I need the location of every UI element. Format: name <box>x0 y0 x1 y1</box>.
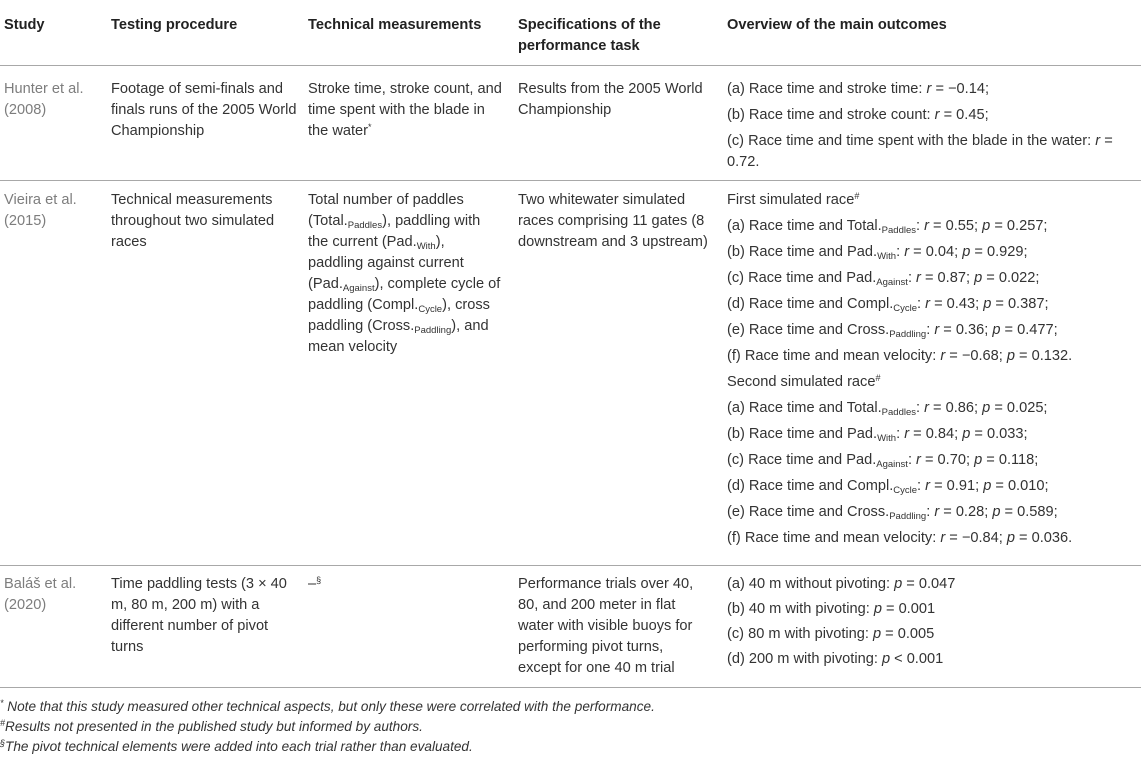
second-race-title: Second simulated race# <box>727 373 881 390</box>
procedure-vieira: Technical measurements throughout two simulated races <box>111 192 275 250</box>
header-specifications: Specifications of the performance task <box>518 17 661 54</box>
outcome-item: (e) Race time and $Cross._{Paddling}$: r = 0.28; p = 0.589; <box>727 504 1058 522</box>
study-balas: Baláš et al. (2020) <box>4 576 77 613</box>
row-rule <box>0 180 1141 181</box>
header-study: Study <box>4 17 45 33</box>
study-hunter: Hunter et al. (2008) <box>4 81 84 118</box>
header-testing-procedure: Testing procedure <box>111 17 238 33</box>
table-bottom-rule <box>0 687 1141 688</box>
measurements-vieira: Total number of paddles $(Total._{Paddles})$, paddling with the current $(Pad._{With})$, paddling against current $(Pad._{Against})$, complete cycle of paddling $(Compl._{Cycle})$, cross paddling $(Cross._{Paddling})$, and mean velocity <box>308 192 501 355</box>
outcome-item: (d) Race time and $Compl._{Cycle}$: r = 0.43; p = 0.387; <box>727 296 1049 314</box>
header-outcomes: Overview of the main outcomes <box>727 17 947 33</box>
footnote-hash: #Results not presented in the published study but informed by authors. <box>0 718 423 734</box>
header-technical-measurements: Technical measurements <box>308 17 482 33</box>
outcome-item: (d) 200 m with pivoting: p < 0.001 <box>727 651 944 667</box>
footnote-asterisk: * Note that this study measured other technical aspects, but only these were correlated with the performance. <box>0 698 655 714</box>
first-race-title: First simulated race# <box>727 191 860 208</box>
outcome-item: (e) Race time and $Cross._{Paddling}$: r = 0.36; p = 0.477; <box>727 322 1058 340</box>
outcome-item: (a) Race time and $Total._{Paddles}$: r = 0.55; p = 0.257; <box>727 218 1048 236</box>
outcomes-hunter <box>727 79 1139 173</box>
outcome-item: (b) Race time and stroke count: r = 0.45; <box>727 107 989 123</box>
outcome-item: (f) Race time and mean velocity: r = −0.84; p = 0.036. <box>727 530 1073 546</box>
outcomes-vieira <box>727 190 1139 549</box>
study-vieira: Vieira et al. (2015) <box>4 192 77 229</box>
task-balas: Performance trials over 40, 80, and 200 meter in flat water with visible buoys for performing pivot turns, except for one 40 m trial <box>518 576 694 676</box>
outcome-item: (b) Race time and $Pad._{With}$: r = 0.84; p = 0.033; <box>727 426 1028 444</box>
outcome-item: (f) Race time and mean velocity: r = −0.68; p = 0.132. <box>727 348 1073 364</box>
outcome-item: (c) Race time and $Pad._{Against}$: r = 0.70; p = 0.118; <box>727 452 1039 470</box>
outcome-item: (b) Race time and $Pad._{With}$: r = 0.04; p = 0.929; <box>727 244 1028 262</box>
row-rule <box>0 565 1141 566</box>
outcome-item: (a) Race time and stroke time: r = −0.14; <box>727 81 990 97</box>
measurements-balas: –§ <box>308 575 322 592</box>
outcomes-balas <box>727 574 1139 670</box>
measurements-hunter: Stroke time, stroke count, and time spent with the blade in the water* <box>308 81 502 139</box>
outcome-item: (c) Race time and time spent with the blade in the water: r = 0.72. <box>727 133 1113 170</box>
outcome-item: (a) 40 m without pivoting: p = 0.047 <box>727 576 956 592</box>
outcome-item: (d) Race time and $Compl._{Cycle}$: r = 0.91; p = 0.010; <box>727 478 1049 496</box>
outcome-item: (b) 40 m with pivoting: p = 0.001 <box>727 601 936 617</box>
outcome-item: (c) 80 m with pivoting: p = 0.005 <box>727 626 935 642</box>
procedure-hunter: Footage of semi-finals and finals runs of the 2005 World Championship <box>111 81 297 139</box>
outcome-item: (c) Race time and $Pad._{Against}$: r = 0.87; p = 0.022; <box>727 270 1040 288</box>
task-vieira: Two whitewater simulated races comprising 11 gates (8 downstream and 3 upstream) <box>518 192 708 250</box>
outcome-item: (a) Race time and $Total._{Paddles}$: r = 0.86; p = 0.025; <box>727 400 1048 418</box>
footnote-section: §The pivot technical elements were added into each trial rather than evaluated. <box>0 738 473 754</box>
header-rule <box>0 65 1141 66</box>
footnotes <box>0 697 655 757</box>
procedure-balas: Time paddling tests (3 × 40 m, 80 m, 200 m) with a different number of pivot turns <box>111 576 287 655</box>
task-hunter: Results from the 2005 World Championship <box>518 81 703 118</box>
